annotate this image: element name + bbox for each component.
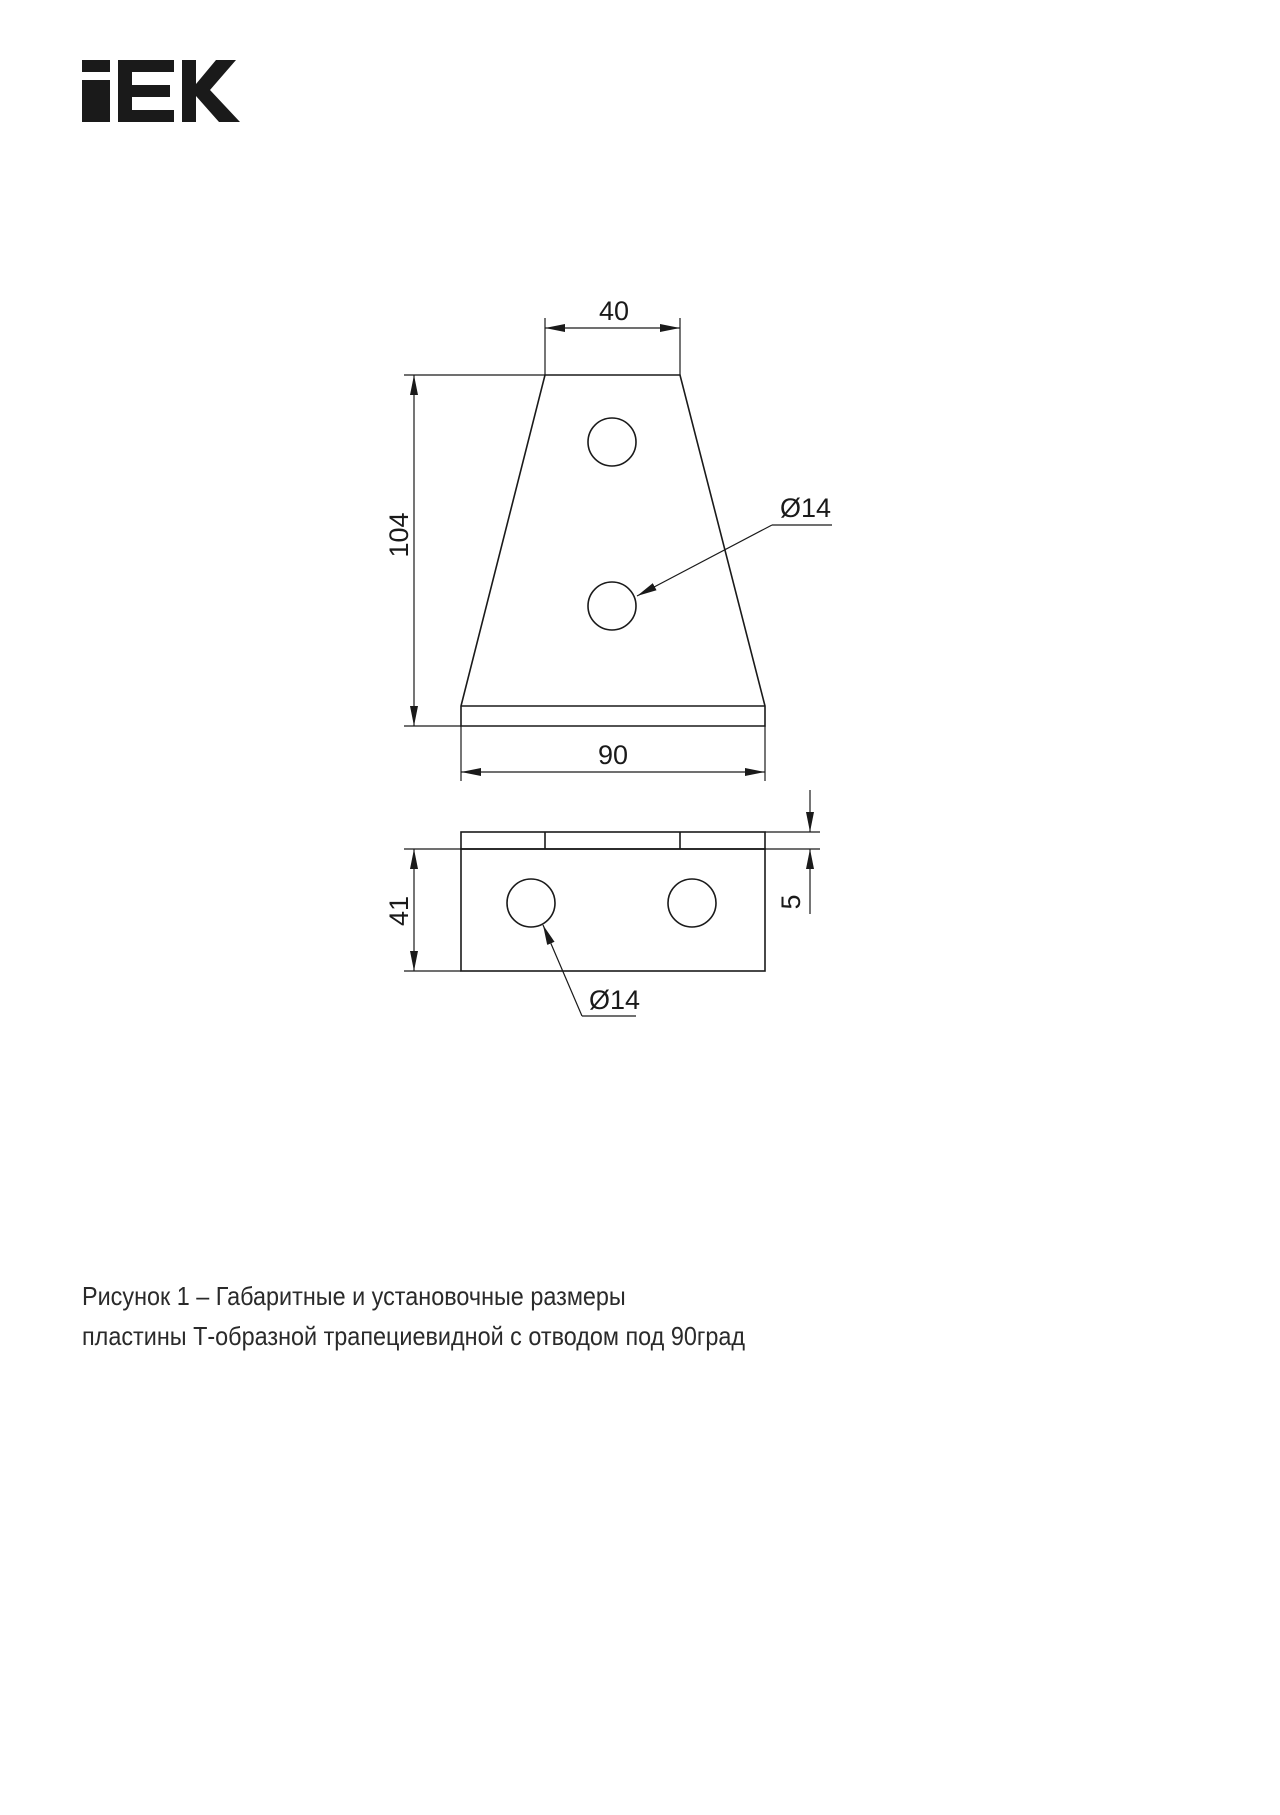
hole-top: [588, 418, 636, 466]
label-thickness: 5: [776, 894, 806, 910]
label-side-height: 41: [384, 895, 414, 927]
label-hole-diameter-side: Ø14: [589, 985, 641, 1015]
side-hole-right: [668, 879, 716, 927]
hole-bottom: [588, 582, 636, 630]
side-flange: [461, 832, 765, 849]
dim-height: [404, 375, 545, 726]
side-view: [404, 790, 820, 1016]
label-height: 104: [384, 512, 414, 558]
caption-line-2: пластины Т-образной трапециевидной с отводом под 90град: [82, 1321, 746, 1351]
plate-outline: [461, 375, 765, 726]
label-hole-diameter-top: Ø14: [780, 493, 832, 523]
top-view: [404, 318, 832, 781]
side-body: [461, 849, 765, 971]
dim-top-width: [545, 318, 680, 375]
label-bottom-width: 90: [597, 740, 629, 770]
caption-line-1: Рисунок 1 – Габаритные и установочные размеры: [82, 1281, 626, 1311]
figure-caption: [82, 1276, 1072, 1356]
label-top-width: 40: [598, 296, 630, 326]
side-hole-left: [507, 879, 555, 927]
